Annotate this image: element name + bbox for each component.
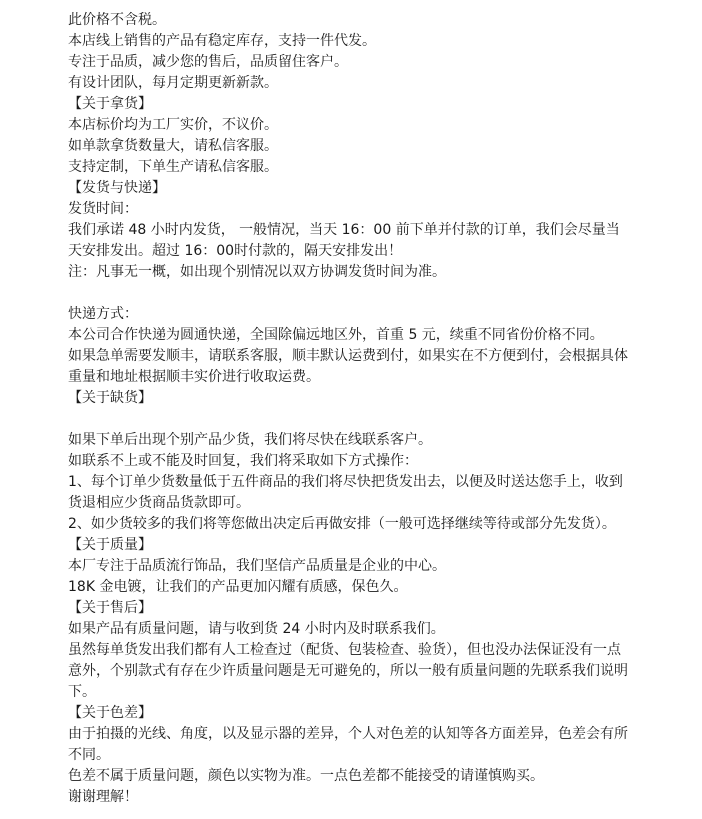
out-of-stock-procedure-intro: 如联系不上或不能及时回复，我们将采取如下方式操作：	[68, 453, 418, 469]
customization-note: 支持定制，下单生产请私信客服。	[68, 159, 278, 175]
thanks-note: 谢谢理解！	[68, 789, 138, 805]
after-sales-contact-note: 如果产品有质量问题，请与收到货 24 小时内及时联系我们。	[68, 621, 445, 637]
blank-line	[68, 283, 628, 304]
out-of-stock-rule-1: 1、每个订单少货数量低于五件商品的我们将尽快把货发出去，以便及时送达您手上，收到货退相应少货商品货款即可。	[68, 474, 623, 511]
color-difference-cause-note: 由于拍摄的光线、角度，以及显示器的差异，个人对色差的认知等各方面差异，色差会有所不同。	[68, 726, 628, 763]
courier-partner-note: 本公司合作快递为圆通快递，全国除偏远地区外，首重 5 元，续重不同省份价格不同。	[68, 327, 604, 343]
color-difference-policy-note: 色差不属于质量问题，颜色以实物为准。一点色差都不能接受的请谨慎购买。	[68, 768, 544, 784]
quality-commitment-note: 本厂专注于品质流行饰品，我们坚信产品质量是企业的中心。	[68, 558, 446, 574]
quality-focus-note: 专注于品质，减少您的售后，品质留住客户。	[68, 54, 348, 70]
section-heading-color-difference: 【关于色差】	[68, 705, 152, 721]
blank-line	[68, 409, 628, 430]
courier-method-label: 快递方式：	[68, 306, 138, 322]
section-heading-shipping: 【发货与快递】	[68, 180, 166, 196]
sf-express-note: 如果急单需要发顺丰，请联系客服，顺丰默认运费到付，如果实在不方便到付，会根据具体重量和地址根据顺丰实价进行收取运费。	[68, 348, 628, 385]
pickup-quantity-note: 如单款拿货数量大，请私信客服。	[68, 138, 278, 154]
design-team-note: 有设计团队，每月定期更新新款。	[68, 75, 278, 91]
out-of-stock-rule-2: 2、如少货较多的我们将等您做出决定后再做安排（一般可选择继续等待或部分先发货）。	[68, 516, 616, 532]
shipping-time-label: 发货时间：	[68, 201, 138, 217]
policy-document	[68, 10, 628, 808]
shipping-exception-note: 注：凡事无一概，如出现个别情况以双方协调发货时间为准。	[68, 264, 446, 280]
section-heading-after-sales: 【关于售后】	[68, 600, 152, 616]
shipping-time-promise: 我们承诺 48 小时内发货， 一般情况，当天 16：00 前下单并付款的订单，我们会尽量当天安排发出。超过 16：00时付款的，隔天安排发出！	[68, 222, 620, 259]
stock-note: 本店线上销售的产品有稳定库存，支持一件代发。	[68, 33, 376, 49]
section-heading-quality: 【关于质量】	[68, 537, 152, 553]
after-sales-inspection-note: 虽然每单货发出我们都有人工检查过（配货、包装检查、验货），但也没办法保证没有一点意外，个别款式有存在少许质量问题是无可避免的，所以一般有质量问题的先联系我们说明下。	[68, 642, 628, 700]
tax-note: 此价格不含税。	[68, 12, 166, 28]
section-heading-out-of-stock: 【关于缺货】	[68, 390, 152, 406]
plating-note: 18K 金电镀，让我们的产品更加闪耀有质感，保色久。	[68, 579, 408, 595]
section-heading-pickup: 【关于拿货】	[68, 96, 152, 112]
out-of-stock-contact-note: 如果下单后出现个别产品少货，我们将尽快在线联系客户。	[68, 432, 432, 448]
pickup-price-note: 本店标价均为工厂实价，不议价。	[68, 117, 278, 133]
